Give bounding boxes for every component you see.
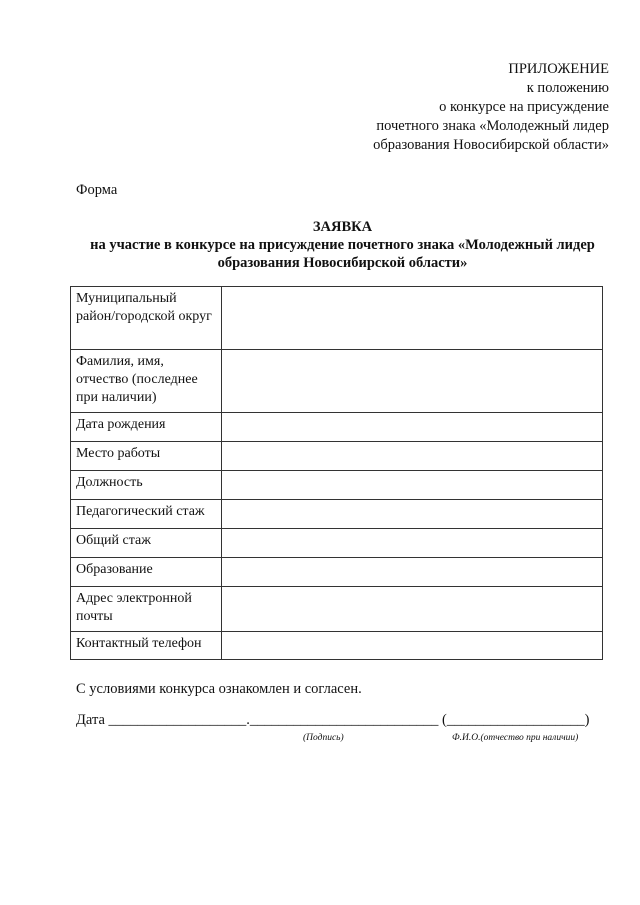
- row-value-total-experience[interactable]: [222, 529, 603, 558]
- row-value-phone[interactable]: [222, 632, 603, 660]
- row-value-education[interactable]: [222, 558, 603, 587]
- table-row: [71, 442, 603, 471]
- fio-caption: Ф.И.О.(отчество при наличии): [452, 733, 579, 743]
- application-table: [70, 286, 603, 660]
- table-row: [71, 413, 603, 442]
- title-line: на участие в конкурсе на присуждение почетного знака «Молодежный лидер: [90, 237, 595, 253]
- row-label-total-experience: Общий стаж: [71, 529, 222, 558]
- row-label-position: Должность: [71, 471, 222, 500]
- appendix-title: ПРИЛОЖЕНИЕ: [508, 61, 609, 77]
- row-label-education: Образование: [71, 558, 222, 587]
- appendix-line: к положению: [526, 80, 609, 96]
- row-value-teaching-experience[interactable]: [222, 500, 603, 529]
- appendix-line: образования Новосибирской области»: [373, 137, 609, 153]
- row-value-birth-date[interactable]: [222, 413, 603, 442]
- row-label-full-name: Фамилия, имя, отчество (последнее при наличии): [71, 350, 222, 413]
- table-row: [71, 287, 603, 350]
- appendix-header: [373, 60, 609, 155]
- row-value-municipality[interactable]: [222, 287, 603, 350]
- row-label-phone: Контактный телефон: [71, 632, 222, 660]
- row-value-workplace[interactable]: [222, 442, 603, 471]
- row-value-full-name[interactable]: [222, 350, 603, 413]
- title-main: ЗАЯВКА: [312, 219, 373, 235]
- appendix-line: почетного знака «Молодежный лидер: [376, 118, 609, 134]
- agreement-statement: С условиями конкурса ознакомлен и согласен.: [76, 681, 362, 697]
- signature-caption: (Подпись): [303, 733, 344, 743]
- row-label-email: Адрес электронной почты: [71, 587, 222, 632]
- appendix-line: о конкурсе на присуждение: [439, 99, 609, 115]
- table-row: [71, 471, 603, 500]
- signature-line: Дата ___________________.__________________________ (___________________): [76, 712, 590, 728]
- table-row: [71, 558, 603, 587]
- row-value-position[interactable]: [222, 471, 603, 500]
- table-row: [71, 587, 603, 632]
- row-label-workplace: Место работы: [71, 442, 222, 471]
- table-row: [71, 632, 603, 660]
- row-label-municipality: Муниципальный район/городской округ: [71, 287, 222, 350]
- document-title: [70, 218, 615, 272]
- form-label: Форма: [76, 182, 118, 198]
- title-line: образования Новосибирской области»: [217, 255, 468, 271]
- row-value-email[interactable]: [222, 587, 603, 632]
- table-row: [71, 350, 603, 413]
- table-row: [71, 529, 603, 558]
- table-row: [71, 500, 603, 529]
- row-label-birth-date: Дата рождения: [71, 413, 222, 442]
- row-label-teaching-experience: Педагогический стаж: [71, 500, 222, 529]
